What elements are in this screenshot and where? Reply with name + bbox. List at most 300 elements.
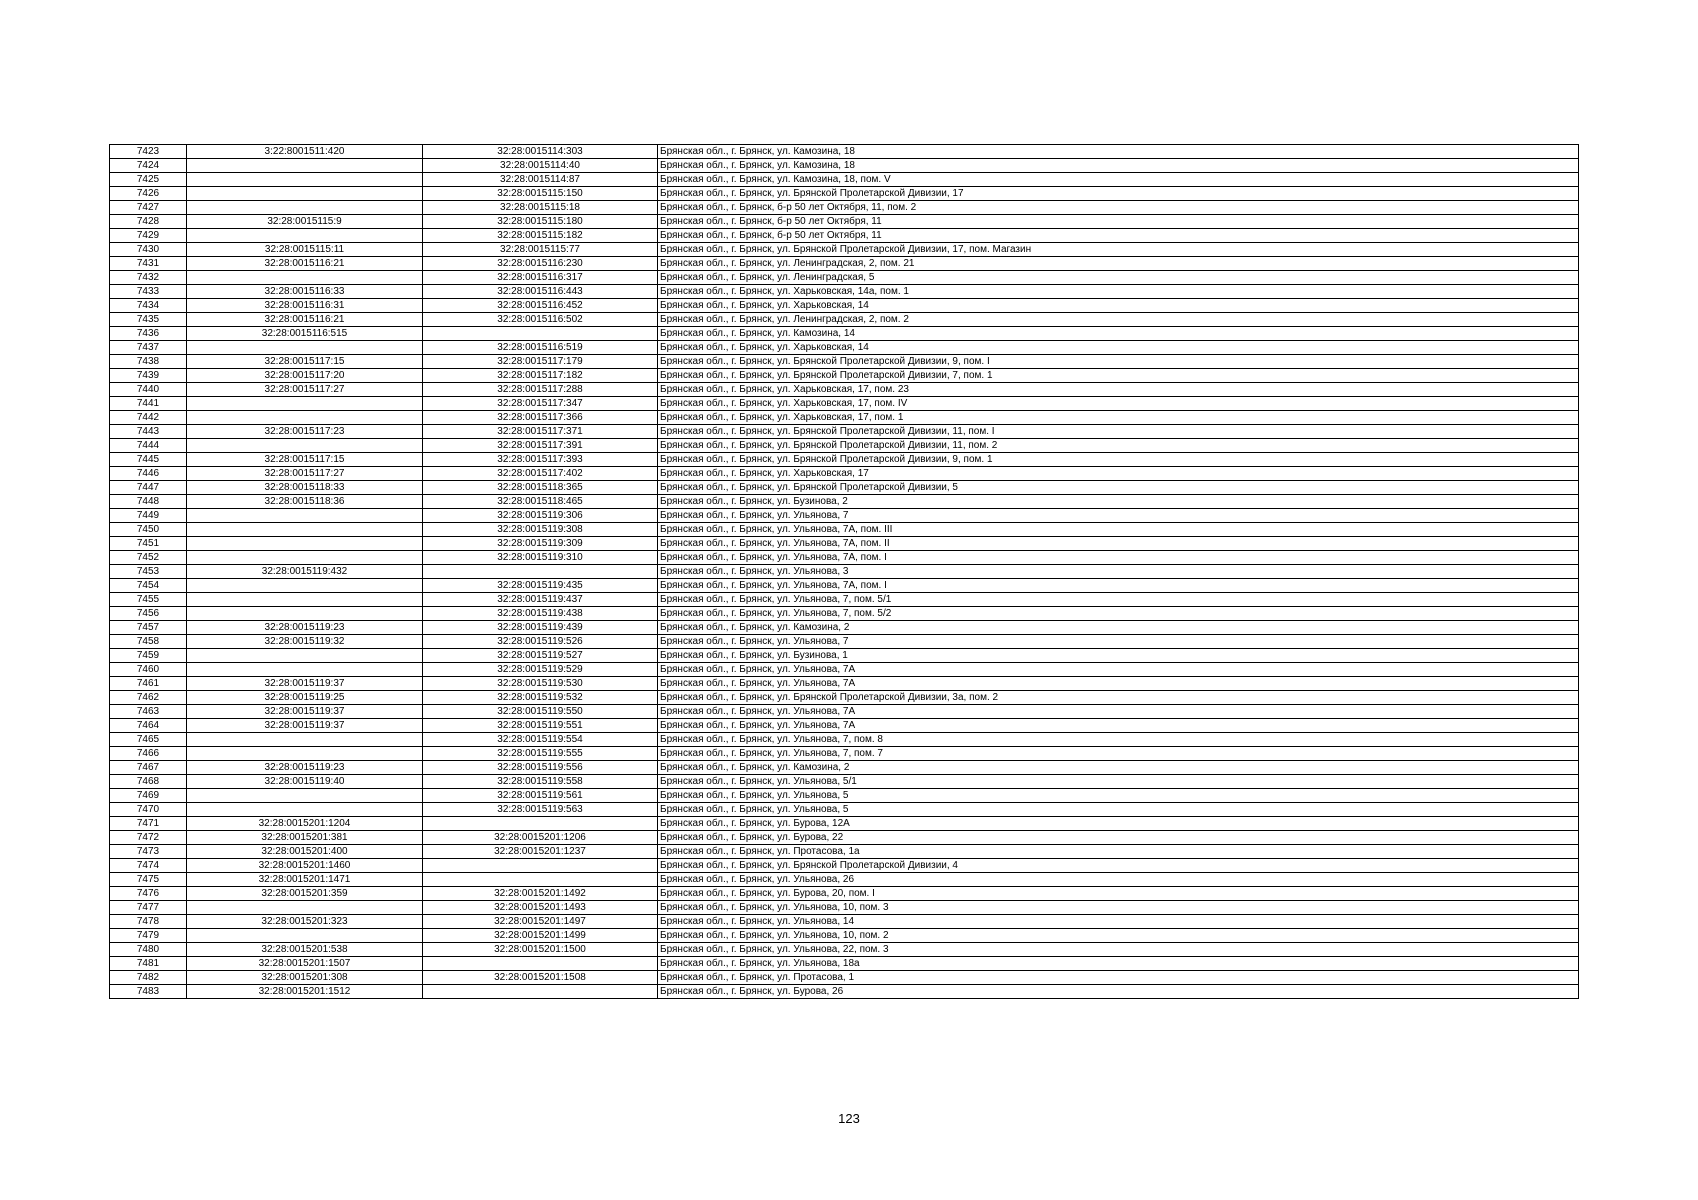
address-cell: Брянская обл., г. Брянск, ул. Харьковская, 14а, пом. 1 [658,285,1579,299]
address-cell: Брянская обл., г. Брянск, ул. Харьковская, 14 [658,341,1579,355]
land-cadastral-number-cell: 32:28:0015117:27 [187,467,423,481]
object-cadastral-number-cell: 32:28:0015119:435 [423,579,658,593]
land-cadastral-number-cell: 32:28:0015115:11 [187,243,423,257]
land-cadastral-number-cell: 32:28:0015119:37 [187,719,423,733]
land-cadastral-number-cell: 32:28:0015119:40 [187,775,423,789]
land-cadastral-number-cell: 32:28:0015201:400 [187,845,423,859]
table-row [110,481,1579,495]
table-row [110,901,1579,915]
table-row [110,817,1579,831]
table-row [110,691,1579,705]
table-row [110,187,1579,201]
table-row [110,873,1579,887]
table-row [110,579,1579,593]
land-cadastral-number-cell [187,439,423,453]
table-row [110,551,1579,565]
address-cell: Брянская обл., г. Брянск, ул. Ульянова, 7, пом. 5/1 [658,593,1579,607]
table-row [110,663,1579,677]
row-number-cell: 7423 [110,145,187,159]
table-row [110,887,1579,901]
row-number-cell: 7473 [110,845,187,859]
address-cell: Брянская обл., г. Брянск, ул. Харьковская, 17, пом. IV [658,397,1579,411]
table-row [110,397,1579,411]
land-cadastral-number-cell [187,187,423,201]
land-cadastral-number-cell: 32:28:0015119:432 [187,565,423,579]
object-cadastral-number-cell: 32:28:0015117:182 [423,369,658,383]
land-cadastral-number-cell [187,929,423,943]
row-number-cell: 7462 [110,691,187,705]
table-row [110,607,1579,621]
address-cell: Брянская обл., г. Брянск, ул. Ульянова, 7 [658,635,1579,649]
table-row [110,159,1579,173]
object-cadastral-number-cell: 32:28:0015114:40 [423,159,658,173]
registry-table [109,144,1579,999]
address-cell: Брянская обл., г. Брянск, ул. Брянской Пролетарской Дивизии, 4 [658,859,1579,873]
row-number-cell: 7479 [110,929,187,943]
row-number-cell: 7459 [110,649,187,663]
table-row [110,733,1579,747]
table-row [110,915,1579,929]
address-cell: Брянская обл., г. Брянск, ул. Ленинградская, 2, пом. 21 [658,257,1579,271]
row-number-cell: 7471 [110,817,187,831]
row-number-cell: 7449 [110,509,187,523]
row-number-cell: 7436 [110,327,187,341]
address-cell: Брянская обл., г. Брянск, ул. Харьковская, 17 [658,467,1579,481]
row-number-cell: 7428 [110,215,187,229]
land-cadastral-number-cell [187,663,423,677]
address-cell: Брянская обл., г. Брянск, ул. Ульянова, 22, пом. 3 [658,943,1579,957]
address-cell: Брянская обл., г. Брянск, ул. Ульянова, 5/1 [658,775,1579,789]
row-number-cell: 7474 [110,859,187,873]
table-row [110,271,1579,285]
row-number-cell: 7431 [110,257,187,271]
address-cell: Брянская обл., г. Брянск, ул. Ульянова, 7, пом. 5/2 [658,607,1579,621]
row-number-cell: 7472 [110,831,187,845]
object-cadastral-number-cell: 32:28:0015119:310 [423,551,658,565]
row-number-cell: 7451 [110,537,187,551]
table-row [110,173,1579,187]
table-row [110,649,1579,663]
land-cadastral-number-cell [187,607,423,621]
object-cadastral-number-cell: 32:28:0015117:371 [423,425,658,439]
table-row [110,229,1579,243]
object-cadastral-number-cell [423,327,658,341]
object-cadastral-number-cell: 32:28:0015201:1237 [423,845,658,859]
land-cadastral-number-cell [187,901,423,915]
address-cell: Брянская обл., г. Брянск, ул. Брянской Пролетарской Дивизии, 9, пом. 1 [658,453,1579,467]
land-cadastral-number-cell: 32:28:0015201:359 [187,887,423,901]
address-cell: Брянская обл., г. Брянск, ул. Ульянова, 7А, пом. I [658,551,1579,565]
land-cadastral-number-cell: 32:28:0015116:515 [187,327,423,341]
row-number-cell: 7469 [110,789,187,803]
row-number-cell: 7444 [110,439,187,453]
row-number-cell: 7464 [110,719,187,733]
land-cadastral-number-cell [187,537,423,551]
land-cadastral-number-cell [187,341,423,355]
address-cell: Брянская обл., г. Брянск, ул. Ульянова, 7А [658,719,1579,733]
object-cadastral-number-cell: 32:28:0015119:558 [423,775,658,789]
land-cadastral-number-cell: 32:28:0015201:1204 [187,817,423,831]
row-number-cell: 7461 [110,677,187,691]
address-cell: Брянская обл., г. Брянск, ул. Брянской Пролетарской Дивизии, 11, пом. I [658,425,1579,439]
row-number-cell: 7445 [110,453,187,467]
address-cell: Брянская обл., г. Брянск, ул. Камозина, 2 [658,621,1579,635]
page-number: 123 [838,1111,860,1126]
object-cadastral-number-cell [423,985,658,999]
table-row [110,341,1579,355]
object-cadastral-number-cell: 32:28:0015115:18 [423,201,658,215]
row-number-cell: 7466 [110,747,187,761]
table-row [110,775,1579,789]
table-row [110,621,1579,635]
table-row [110,243,1579,257]
object-cadastral-number-cell: 32:28:0015117:288 [423,383,658,397]
row-number-cell: 7457 [110,621,187,635]
object-cadastral-number-cell: 32:28:0015119:551 [423,719,658,733]
table-row [110,453,1579,467]
table-row [110,943,1579,957]
object-cadastral-number-cell: 32:28:0015119:527 [423,649,658,663]
table-row [110,355,1579,369]
row-number-cell: 7465 [110,733,187,747]
object-cadastral-number-cell: 32:28:0015116:317 [423,271,658,285]
row-number-cell: 7441 [110,397,187,411]
table-row [110,411,1579,425]
object-cadastral-number-cell: 32:28:0015117:391 [423,439,658,453]
table-row [110,523,1579,537]
address-cell: Брянская обл., г. Брянск, ул. Ульянова, 18а [658,957,1579,971]
land-cadastral-number-cell: 32:28:0015201:1471 [187,873,423,887]
address-cell: Брянская обл., г. Брянск, б-р 50 лет Октября, 11, пом. 2 [658,201,1579,215]
land-cadastral-number-cell [187,397,423,411]
row-number-cell: 7427 [110,201,187,215]
table-row [110,859,1579,873]
land-cadastral-number-cell: 32:28:0015118:36 [187,495,423,509]
table-row [110,929,1579,943]
row-number-cell: 7450 [110,523,187,537]
land-cadastral-number-cell: 32:28:0015117:15 [187,453,423,467]
row-number-cell: 7455 [110,593,187,607]
table-row [110,495,1579,509]
object-cadastral-number-cell: 32:28:0015116:452 [423,299,658,313]
address-cell: Брянская обл., г. Брянск, ул. Ульянова, 26 [658,873,1579,887]
address-cell: Брянская обл., г. Брянск, ул. Брянской Пролетарской Дивизии, 17 [658,187,1579,201]
table-row [110,285,1579,299]
object-cadastral-number-cell: 32:28:0015201:1206 [423,831,658,845]
table-row [110,565,1579,579]
land-cadastral-number-cell: 32:28:0015116:21 [187,313,423,327]
address-cell: Брянская обл., г. Брянск, ул. Бурова, 12А [658,817,1579,831]
land-cadastral-number-cell [187,789,423,803]
address-cell: Брянская обл., г. Брянск, ул. Ульянова, 7, пом. 7 [658,747,1579,761]
object-cadastral-number-cell: 32:28:0015119:309 [423,537,658,551]
table-row [110,215,1579,229]
object-cadastral-number-cell: 32:28:0015114:303 [423,145,658,159]
row-number-cell: 7443 [110,425,187,439]
row-number-cell: 7446 [110,467,187,481]
land-cadastral-number-cell: 32:28:0015115:9 [187,215,423,229]
land-cadastral-number-cell: 32:28:0015119:32 [187,635,423,649]
object-cadastral-number-cell: 32:28:0015119:306 [423,509,658,523]
land-cadastral-number-cell [187,201,423,215]
row-number-cell: 7453 [110,565,187,579]
object-cadastral-number-cell: 32:28:0015119:530 [423,677,658,691]
land-cadastral-number-cell [187,271,423,285]
address-cell: Брянская обл., г. Брянск, ул. Ульянова, 7А [658,705,1579,719]
table-row [110,439,1579,453]
table-row [110,313,1579,327]
address-cell: Брянская обл., г. Брянск, ул. Ульянова, 3 [658,565,1579,579]
object-cadastral-number-cell: 32:28:0015116:230 [423,257,658,271]
address-cell: Брянская обл., г. Брянск, ул. Брянской Пролетарской Дивизии, 11, пом. 2 [658,439,1579,453]
row-number-cell: 7468 [110,775,187,789]
land-cadastral-number-cell [187,803,423,817]
object-cadastral-number-cell [423,565,658,579]
table-row [110,677,1579,691]
land-cadastral-number-cell: 32:28:0015119:23 [187,621,423,635]
object-cadastral-number-cell: 32:28:0015201:1508 [423,971,658,985]
row-number-cell: 7478 [110,915,187,929]
row-number-cell: 7475 [110,873,187,887]
land-cadastral-number-cell: 32:28:0015117:23 [187,425,423,439]
land-cadastral-number-cell [187,229,423,243]
object-cadastral-number-cell: 32:28:0015201:1499 [423,929,658,943]
land-cadastral-number-cell [187,733,423,747]
row-number-cell: 7440 [110,383,187,397]
object-cadastral-number-cell: 32:28:0015119:555 [423,747,658,761]
land-cadastral-number-cell: 32:28:0015201:1512 [187,985,423,999]
object-cadastral-number-cell: 32:28:0015201:1492 [423,887,658,901]
address-cell: Брянская обл., г. Брянск, ул. Ленинградская, 2, пом. 2 [658,313,1579,327]
address-cell: Брянская обл., г. Брянск, ул. Протасова, 1а [658,845,1579,859]
land-cadastral-number-cell: 32:28:0015201:1460 [187,859,423,873]
row-number-cell: 7425 [110,173,187,187]
object-cadastral-number-cell [423,957,658,971]
object-cadastral-number-cell: 32:28:0015119:563 [423,803,658,817]
table-row [110,747,1579,761]
address-cell: Брянская обл., г. Брянск, ул. Харьковская, 14 [658,299,1579,313]
row-number-cell: 7470 [110,803,187,817]
row-number-cell: 7442 [110,411,187,425]
row-number-cell: 7447 [110,481,187,495]
object-cadastral-number-cell: 32:28:0015116:443 [423,285,658,299]
address-cell: Брянская обл., г. Брянск, ул. Ульянова, 14 [658,915,1579,929]
row-number-cell: 7458 [110,635,187,649]
address-cell: Брянская обл., г. Брянск, ул. Брянской Пролетарской Дивизии, 7, пом. 1 [658,369,1579,383]
table-row [110,467,1579,481]
object-cadastral-number-cell: 32:28:0015119:554 [423,733,658,747]
address-cell: Брянская обл., г. Брянск, ул. Протасова, 1 [658,971,1579,985]
table-row [110,327,1579,341]
table-row [110,509,1579,523]
row-number-cell: 7438 [110,355,187,369]
address-cell: Брянская обл., г. Брянск, ул. Камозина, 2 [658,761,1579,775]
object-cadastral-number-cell: 32:28:0015117:179 [423,355,658,369]
object-cadastral-number-cell: 32:28:0015115:150 [423,187,658,201]
address-cell: Брянская обл., г. Брянск, ул. Ульянова, 7А [658,677,1579,691]
address-cell: Брянская обл., г. Брянск, ул. Бурова, 22 [658,831,1579,845]
table-row [110,845,1579,859]
row-number-cell: 7435 [110,313,187,327]
land-cadastral-number-cell: 32:28:0015117:15 [187,355,423,369]
land-cadastral-number-cell [187,551,423,565]
table-row [110,537,1579,551]
address-cell: Брянская обл., г. Брянск, ул. Бурова, 20, пом. I [658,887,1579,901]
land-cadastral-number-cell [187,159,423,173]
object-cadastral-number-cell: 32:28:0015114:87 [423,173,658,187]
object-cadastral-number-cell: 32:28:0015119:556 [423,761,658,775]
land-cadastral-number-cell: 32:28:0015119:25 [187,691,423,705]
row-number-cell: 7439 [110,369,187,383]
object-cadastral-number-cell: 32:28:0015119:437 [423,593,658,607]
address-cell: Брянская обл., г. Брянск, ул. Брянской Пролетарской Дивизии, 3а, пом. 2 [658,691,1579,705]
address-cell: Брянская обл., г. Брянск, ул. Камозина, 18 [658,145,1579,159]
address-cell: Брянская обл., г. Брянск, ул. Харьковская, 17, пом. 23 [658,383,1579,397]
address-cell: Брянская обл., г. Брянск, ул. Ульянова, 7, пом. 8 [658,733,1579,747]
table-row [110,985,1579,999]
land-cadastral-number-cell: 32:28:0015201:323 [187,915,423,929]
table-row [110,593,1579,607]
object-cadastral-number-cell: 32:28:0015115:180 [423,215,658,229]
address-cell: Брянская обл., г. Брянск, ул. Ульянова, 7А, пом. III [658,523,1579,537]
land-cadastral-number-cell [187,173,423,187]
land-cadastral-number-cell [187,411,423,425]
object-cadastral-number-cell [423,859,658,873]
row-number-cell: 7467 [110,761,187,775]
object-cadastral-number-cell: 32:28:0015119:532 [423,691,658,705]
row-number-cell: 7483 [110,985,187,999]
land-cadastral-number-cell [187,747,423,761]
land-cadastral-number-cell: 32:28:0015116:31 [187,299,423,313]
table-row [110,635,1579,649]
land-cadastral-number-cell: 32:28:0015119:37 [187,677,423,691]
table-row [110,761,1579,775]
object-cadastral-number-cell: 32:28:0015119:550 [423,705,658,719]
object-cadastral-number-cell: 32:28:0015115:182 [423,229,658,243]
row-number-cell: 7432 [110,271,187,285]
land-cadastral-number-cell [187,649,423,663]
registry-body [110,145,1579,999]
address-cell: Брянская обл., г. Брянск, ул. Брянской Пролетарской Дивизии, 5 [658,481,1579,495]
object-cadastral-number-cell: 32:28:0015119:561 [423,789,658,803]
row-number-cell: 7424 [110,159,187,173]
address-cell: Брянская обл., г. Брянск, ул. Ульянова, 7А [658,663,1579,677]
address-cell: Брянская обл., г. Брянск, ул. Харьковская, 17, пом. 1 [658,411,1579,425]
row-number-cell: 7433 [110,285,187,299]
table-row [110,425,1579,439]
address-cell: Брянская обл., г. Брянск, ул. Ленинградская, 5 [658,271,1579,285]
land-cadastral-number-cell: 32:28:0015116:33 [187,285,423,299]
object-cadastral-number-cell: 32:28:0015201:1493 [423,901,658,915]
table-row [110,831,1579,845]
row-number-cell: 7452 [110,551,187,565]
table-row [110,201,1579,215]
object-cadastral-number-cell: 32:28:0015117:402 [423,467,658,481]
address-cell: Брянская обл., г. Брянск, ул. Ульянова, 10, пом. 2 [658,929,1579,943]
address-cell: Брянская обл., г. Брянск, ул. Камозина, 18, пом. V [658,173,1579,187]
table-row [110,705,1579,719]
address-cell: Брянская обл., г. Брянск, ул. Ульянова, 7 [658,509,1579,523]
land-cadastral-number-cell: 32:28:0015119:37 [187,705,423,719]
land-cadastral-number-cell: 32:28:0015117:20 [187,369,423,383]
table-row [110,789,1579,803]
row-number-cell: 7430 [110,243,187,257]
land-cadastral-number-cell: 3:22:8001511:420 [187,145,423,159]
table-row [110,145,1579,159]
row-number-cell: 7429 [110,229,187,243]
land-cadastral-number-cell: 32:28:0015116:21 [187,257,423,271]
address-cell: Брянская обл., г. Брянск, ул. Брянской Пролетарской Дивизии, 9, пом. I [658,355,1579,369]
land-cadastral-number-cell [187,509,423,523]
object-cadastral-number-cell: 32:28:0015118:365 [423,481,658,495]
land-cadastral-number-cell: 32:28:0015117:27 [187,383,423,397]
table-row [110,803,1579,817]
row-number-cell: 7463 [110,705,187,719]
row-number-cell: 7482 [110,971,187,985]
row-number-cell: 7437 [110,341,187,355]
row-number-cell: 7456 [110,607,187,621]
land-cadastral-number-cell: 32:28:0015201:538 [187,943,423,957]
table-row [110,369,1579,383]
table-row [110,719,1579,733]
land-cadastral-number-cell: 32:28:0015201:381 [187,831,423,845]
address-cell: Брянская обл., г. Брянск, ул. Бузинова, 1 [658,649,1579,663]
row-number-cell: 7477 [110,901,187,915]
object-cadastral-number-cell: 32:28:0015119:308 [423,523,658,537]
address-cell: Брянская обл., г. Брянск, ул. Бурова, 26 [658,985,1579,999]
object-cadastral-number-cell [423,873,658,887]
object-cadastral-number-cell: 32:28:0015117:366 [423,411,658,425]
address-cell: Брянская обл., г. Брянск, ул. Камозина, 14 [658,327,1579,341]
object-cadastral-number-cell: 32:28:0015119:438 [423,607,658,621]
object-cadastral-number-cell: 32:28:0015118:465 [423,495,658,509]
row-number-cell: 7476 [110,887,187,901]
address-cell: Брянская обл., г. Брянск, ул. Ульянова, 5 [658,803,1579,817]
object-cadastral-number-cell: 32:28:0015117:393 [423,453,658,467]
address-cell: Брянская обл., г. Брянск, ул. Бузинова, 2 [658,495,1579,509]
land-cadastral-number-cell [187,579,423,593]
row-number-cell: 7454 [110,579,187,593]
address-cell: Брянская обл., г. Брянск, ул. Ульянова, 7А, пом. II [658,537,1579,551]
object-cadastral-number-cell: 32:28:0015115:77 [423,243,658,257]
land-cadastral-number-cell [187,523,423,537]
object-cadastral-number-cell: 32:28:0015119:439 [423,621,658,635]
table-row [110,971,1579,985]
table-row [110,383,1579,397]
object-cadastral-number-cell [423,817,658,831]
land-cadastral-number-cell [187,593,423,607]
address-cell: Брянская обл., г. Брянск, б-р 50 лет Октября, 11 [658,215,1579,229]
land-cadastral-number-cell: 32:28:0015201:308 [187,971,423,985]
object-cadastral-number-cell: 32:28:0015119:526 [423,635,658,649]
address-cell: Брянская обл., г. Брянск, ул. Ульянова, 10, пом. 3 [658,901,1579,915]
table-row [110,299,1579,313]
row-number-cell: 7460 [110,663,187,677]
land-cadastral-number-cell: 32:28:0015118:33 [187,481,423,495]
land-cadastral-number-cell: 32:28:0015201:1507 [187,957,423,971]
address-cell: Брянская обл., г. Брянск, ул. Брянской Пролетарской Дивизии, 17, пом. Магазин [658,243,1579,257]
row-number-cell: 7480 [110,943,187,957]
address-cell: Брянская обл., г. Брянск, ул. Ульянова, 7А, пом. I [658,579,1579,593]
object-cadastral-number-cell: 32:28:0015117:347 [423,397,658,411]
object-cadastral-number-cell: 32:28:0015116:502 [423,313,658,327]
object-cadastral-number-cell: 32:28:0015201:1497 [423,915,658,929]
row-number-cell: 7481 [110,957,187,971]
address-cell: Брянская обл., г. Брянск, ул. Ульянова, 5 [658,789,1579,803]
row-number-cell: 7426 [110,187,187,201]
object-cadastral-number-cell: 32:28:0015116:519 [423,341,658,355]
table-row [110,957,1579,971]
